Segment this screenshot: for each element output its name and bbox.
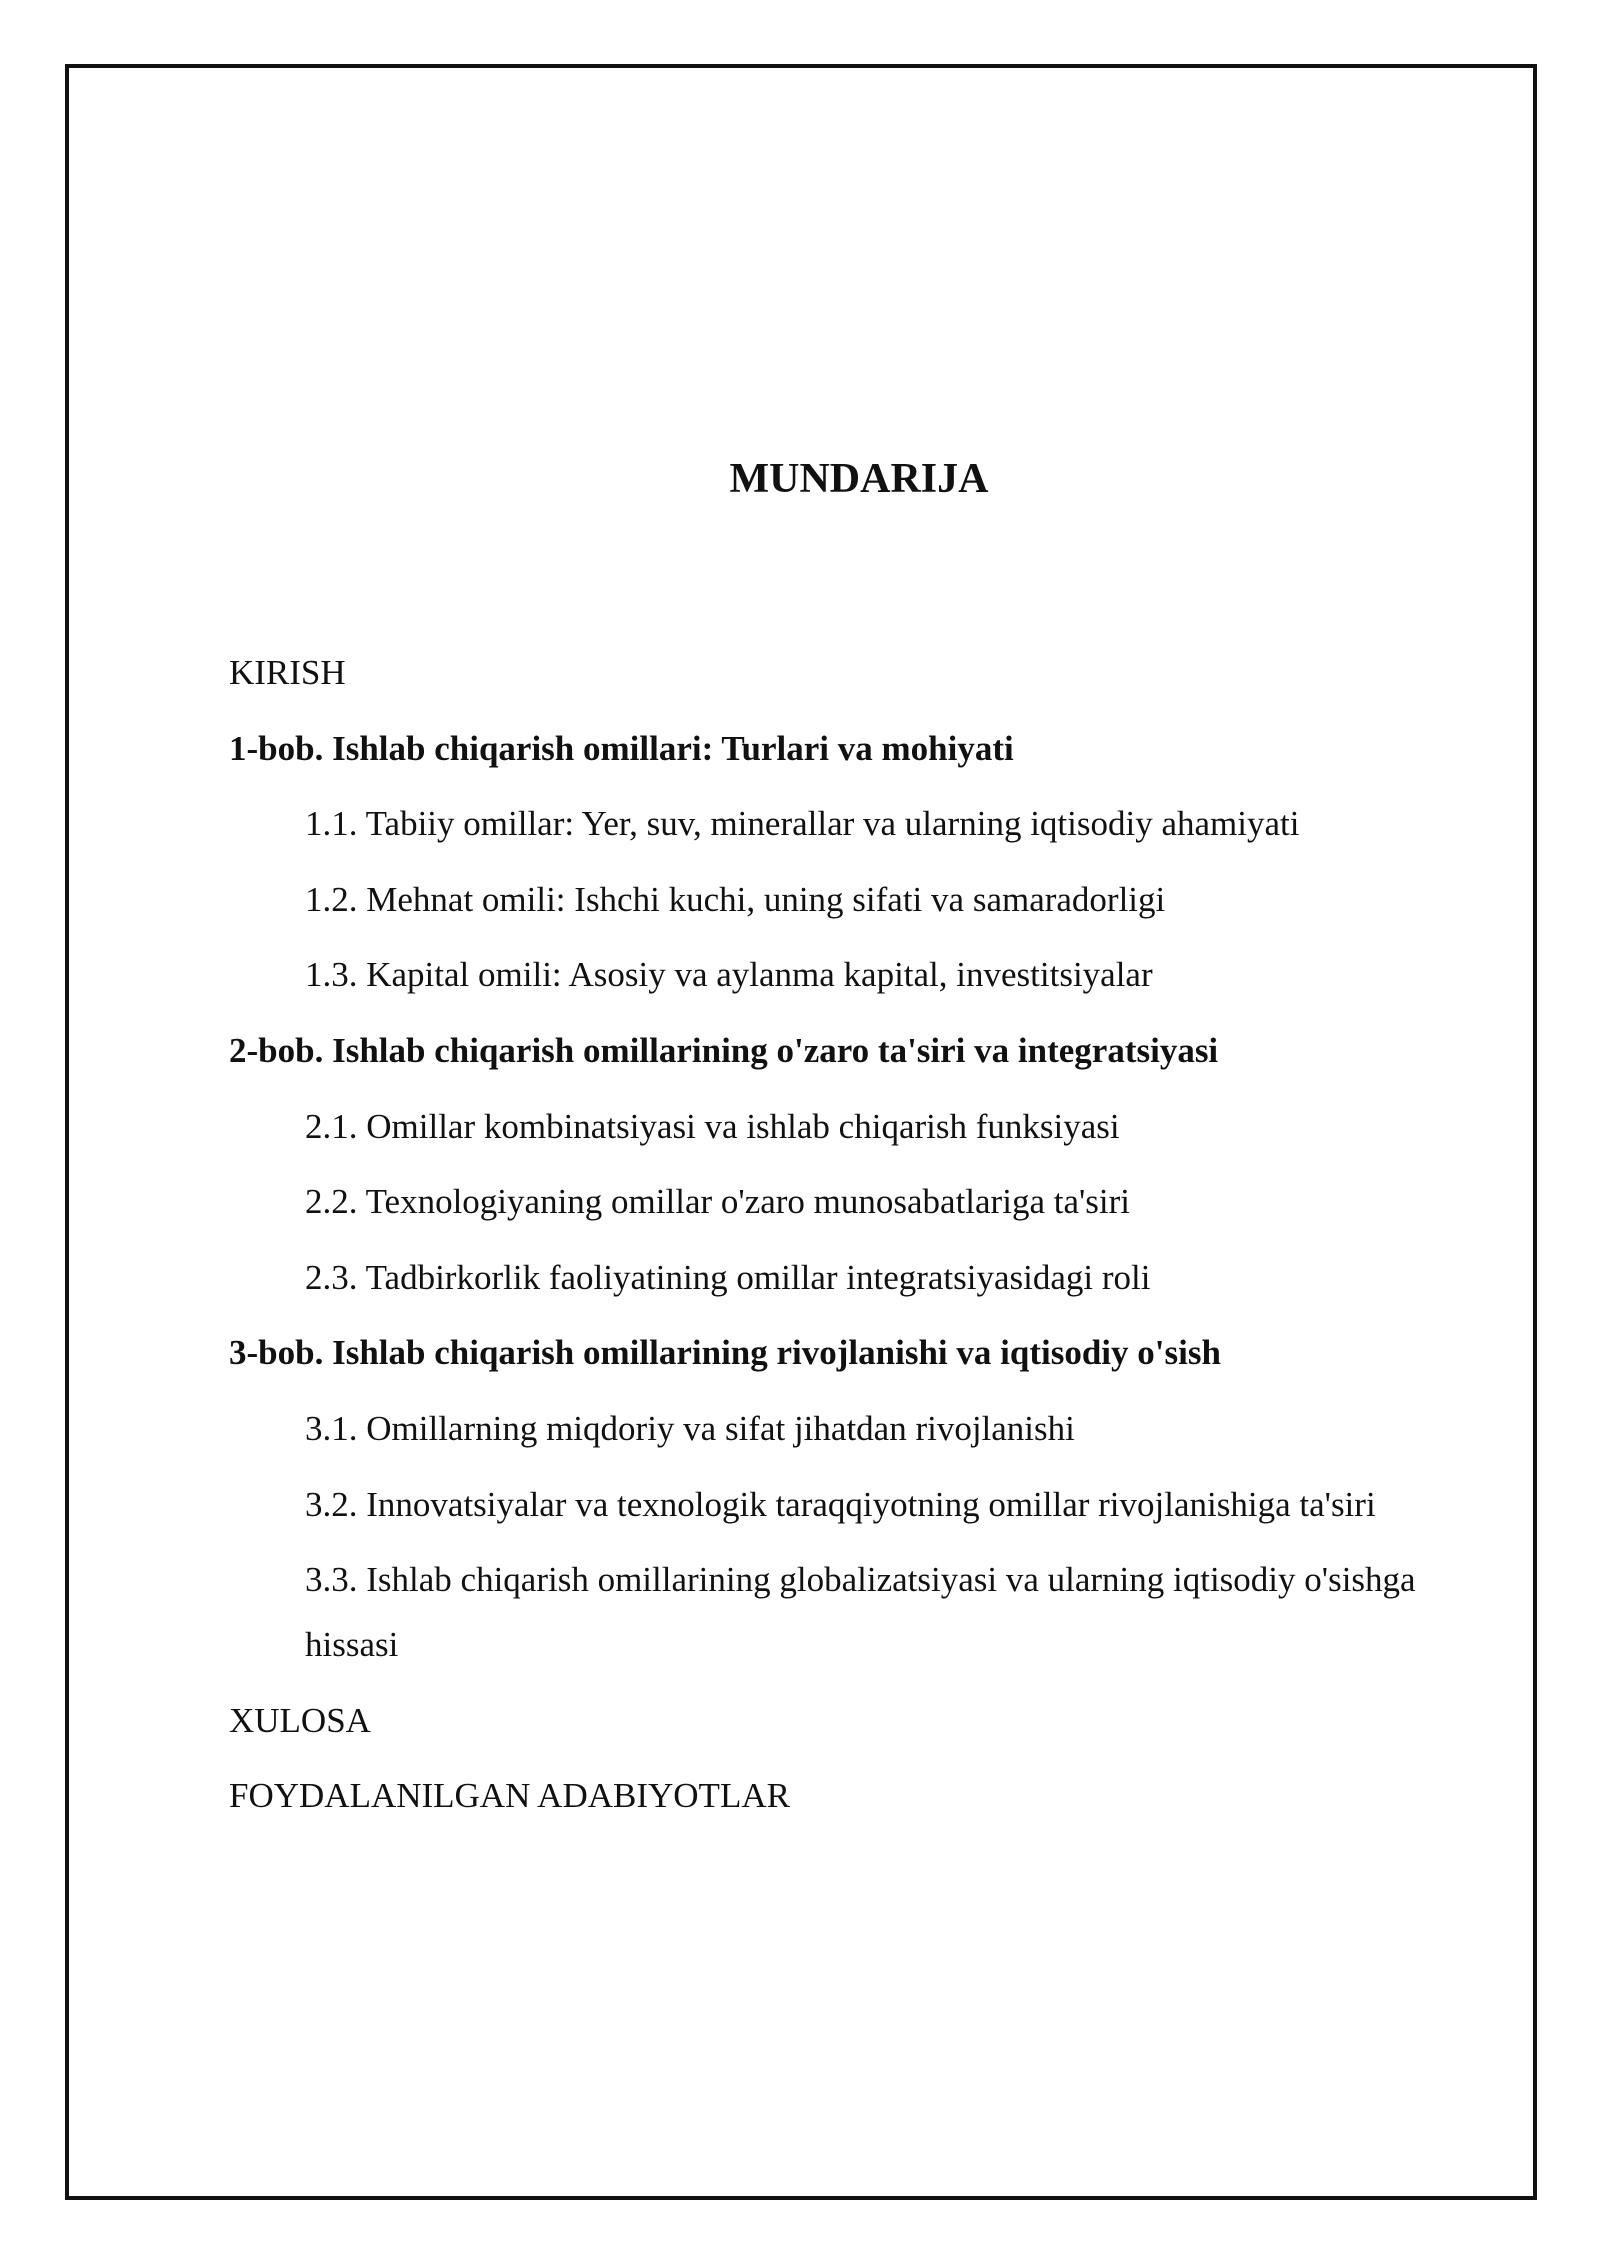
toc-section-2-3: 2.3. Tadbirkorlik faoliyatining omillar integratsiyasidagi roli <box>305 1257 1151 1297</box>
toc-entry-introduction: KIRISH <box>229 653 346 692</box>
toc-section-3-3: 3.3. Ishlab chiqarish omillarining globalizatsiyasi va ularning iqtisodiy o'sishga hissasi <box>305 1560 1416 1665</box>
toc-section-1-1: 1.1. Tabiiy omillar: Yer, suv, minerallar va ularning iqtisodiy ahamiyati <box>305 804 1300 844</box>
toc-section-3-1: 3.1. Omillarning miqdoriy va sifat jihatdan rivojlanishi <box>305 1408 1075 1448</box>
toc-section-1-2: 1.2. Mehnat omili: Ishchi kuchi, uning sifati va samaradorligi <box>305 879 1166 919</box>
toc-chapter-2: 2-bob. Ishlab chiqarish omillarining o'zaro ta'siri va integratsiyasi <box>229 1030 1219 1070</box>
toc-chapter-3: 3-bob. Ishlab chiqarish omillarining rivojlanishi va iqtisodiy o'sish <box>229 1333 1221 1373</box>
toc-section-3-2: 3.2. Innovatsiyalar va texnologik taraqqiyotning omillar rivojlanishiga ta'siri <box>305 1484 1376 1524</box>
toc-chapter-1: 1-bob. Ishlab chiqarish omillari: Turlari va mohiyati <box>229 728 1014 768</box>
toc-section-2-2: 2.2. Texnologiyaning omillar o'zaro munosabatlariga ta'siri <box>305 1182 1131 1222</box>
toc-section-1-3: 1.3. Kapital omili: Asosiy va aylanma kapital, investitsiyalar <box>305 955 1153 995</box>
toc-section-2-1: 2.1. Omillar kombinatsiyasi va ishlab chiqarish funksiyasi <box>305 1106 1120 1146</box>
table-of-contents <box>229 640 1479 1839</box>
page-title: MUNDARIJA <box>729 456 989 502</box>
toc-entry-conclusion: XULOSA <box>229 1700 371 1740</box>
toc-entry-references: FOYDALANILGAN ADABIYOTLAR <box>229 1776 790 1816</box>
